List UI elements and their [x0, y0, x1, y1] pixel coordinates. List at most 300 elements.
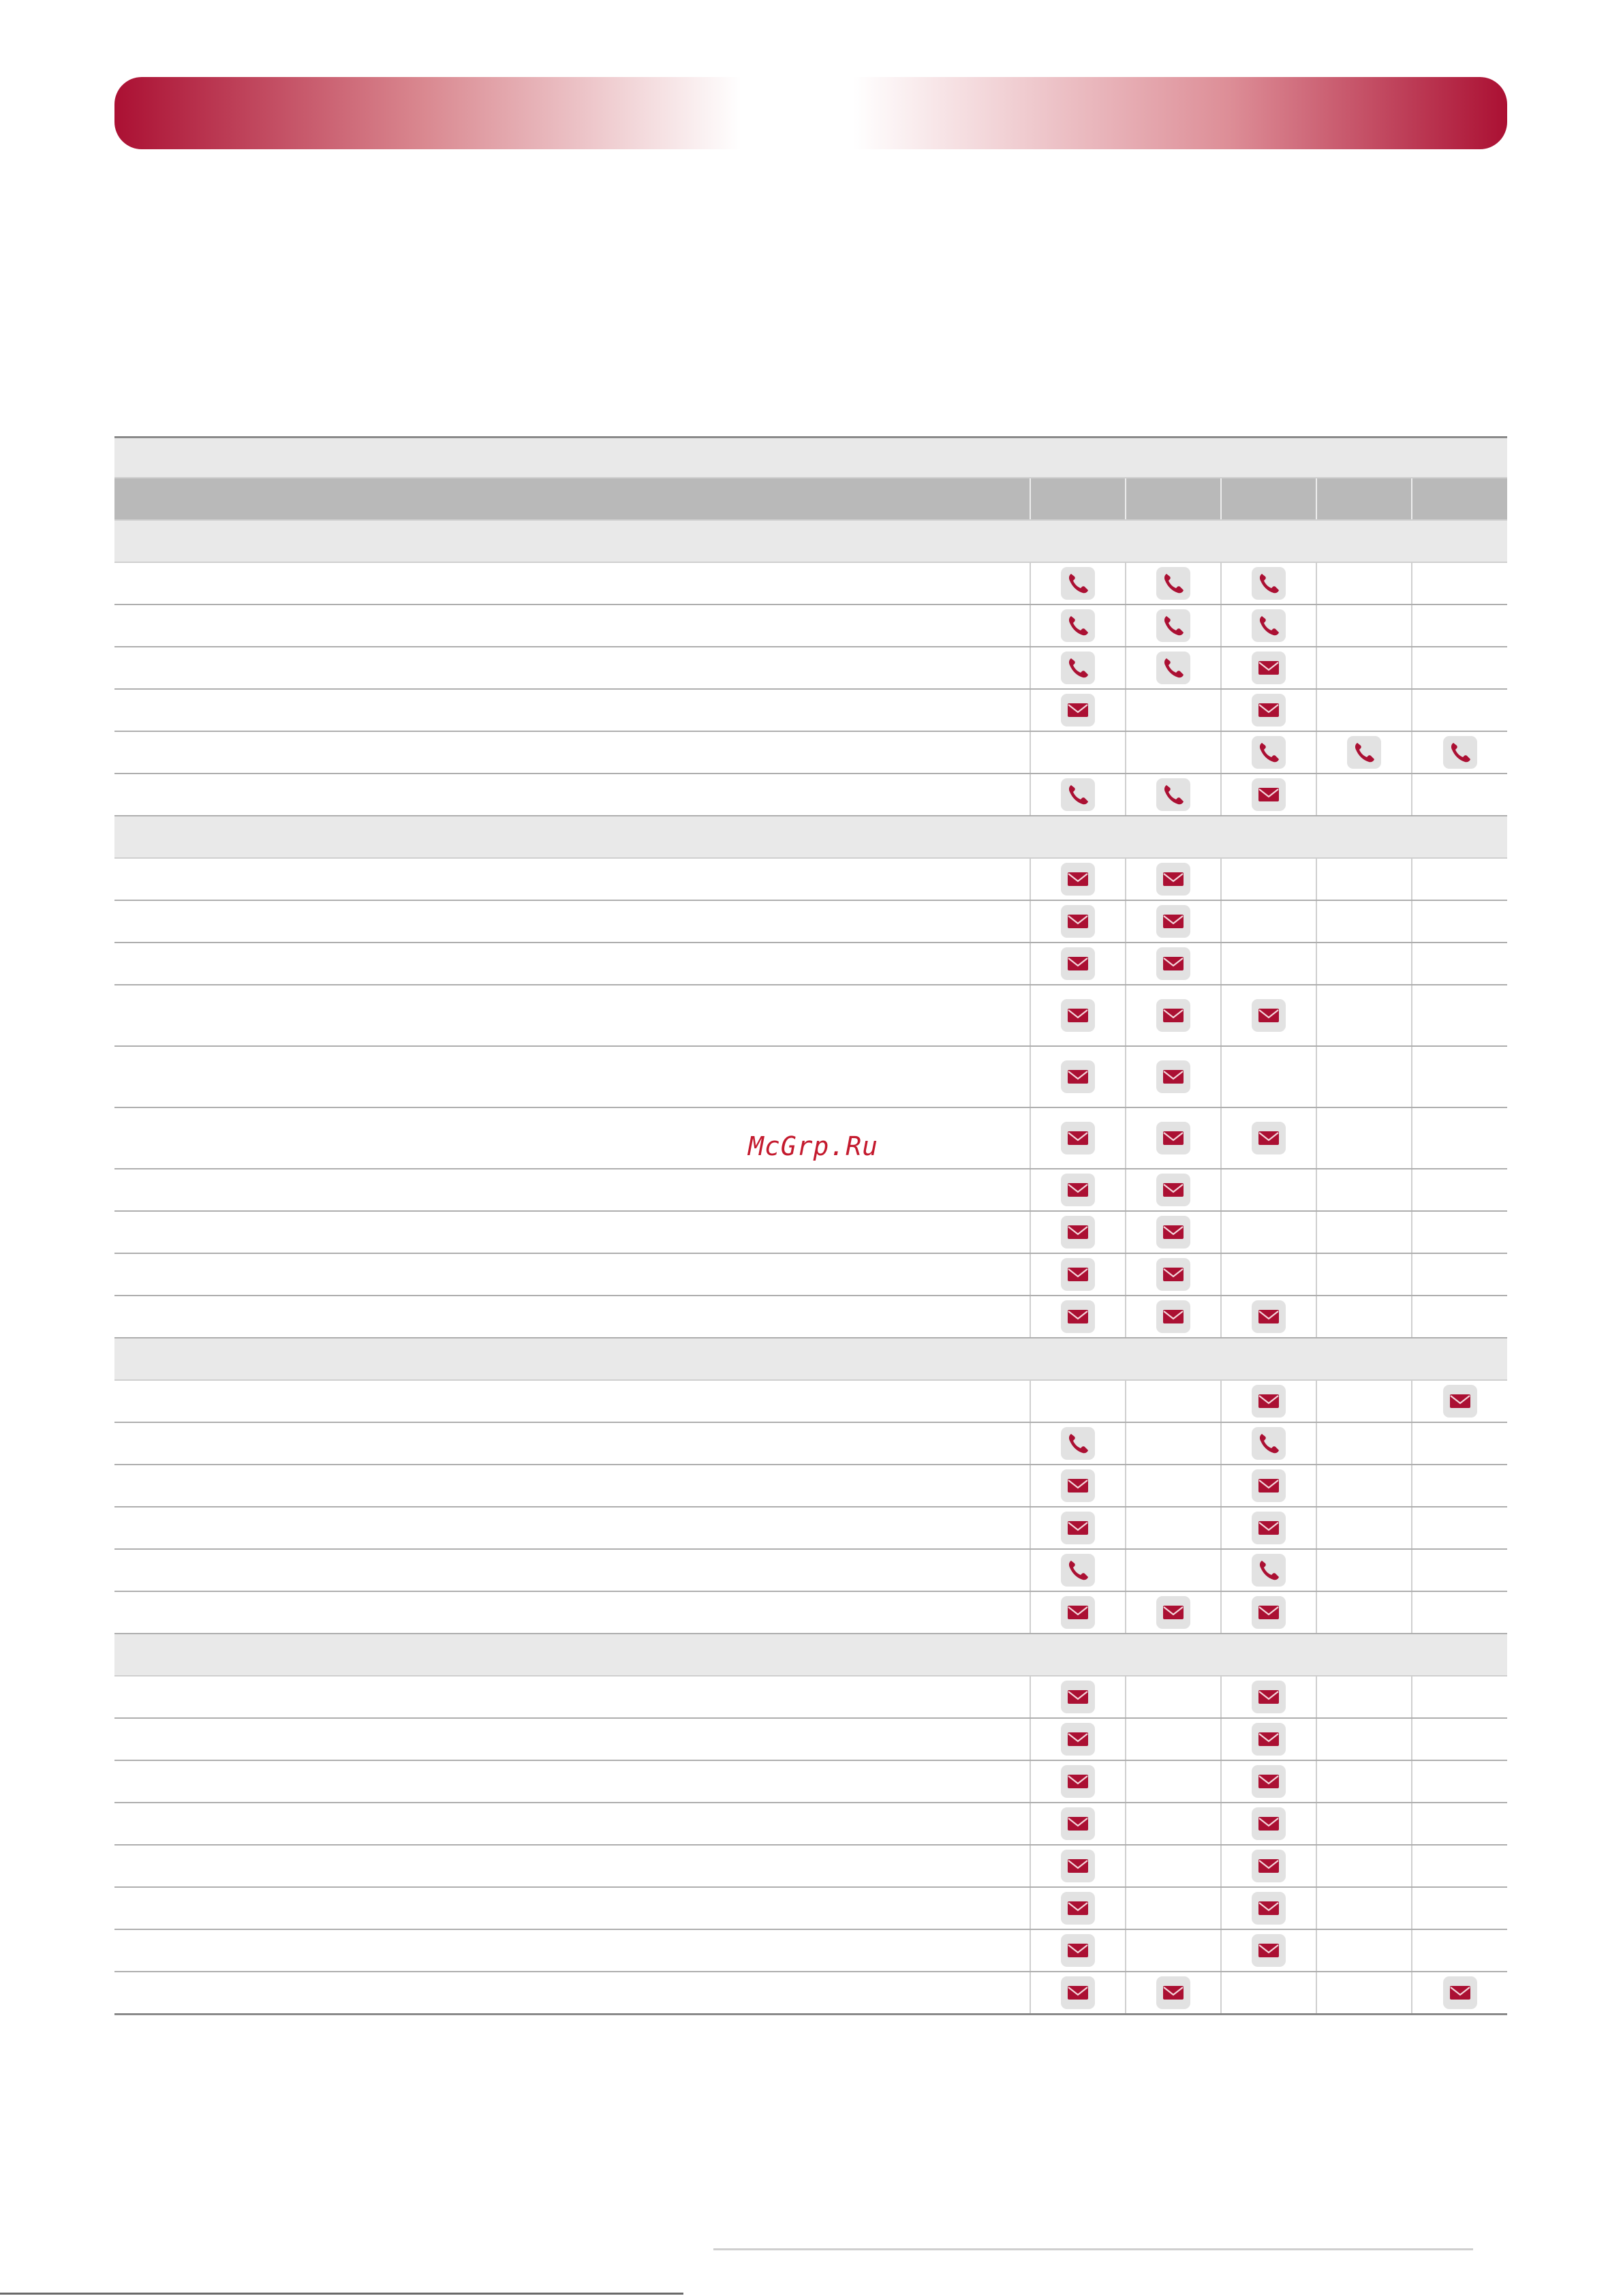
- mark-cell-col-1: [1030, 1422, 1126, 1465]
- mark-cell-col-2: [1126, 1211, 1221, 1253]
- mark-cell-col-5: [1412, 1972, 1507, 2015]
- mark-cell-col-5: [1412, 1676, 1507, 1718]
- envelope-icon: [1061, 1723, 1095, 1756]
- mark-cell-col-4: [1316, 1929, 1412, 1972]
- envelope-icon: [1156, 1216, 1190, 1249]
- section-header-row: [114, 520, 1507, 562]
- envelope-icon: [1252, 999, 1286, 1032]
- mark-cell-col-1: [1030, 647, 1126, 689]
- envelope-icon: [1156, 1300, 1190, 1333]
- row-label-cell: [114, 731, 1030, 774]
- mark-cell-col-1: [1030, 1760, 1126, 1803]
- mark-cell-col-5: [1412, 1422, 1507, 1465]
- mark-cell-col-4: [1316, 689, 1412, 731]
- mark-cell-col-1: [1030, 1591, 1126, 1634]
- envelope-icon: [1252, 1469, 1286, 1502]
- envelope-icon: [1156, 1122, 1190, 1154]
- mark-cell-col-3: [1221, 1929, 1316, 1972]
- mark-cell-col-3: [1221, 1296, 1316, 1338]
- mark-cell-col-5: [1412, 1296, 1507, 1338]
- mark-cell-col-3: [1221, 1046, 1316, 1107]
- mark-cell-col-5: [1412, 1211, 1507, 1253]
- service-table: [114, 436, 1507, 2015]
- mark-cell-col-5: [1412, 1507, 1507, 1549]
- envelope-icon: [1061, 863, 1095, 896]
- table-row: [114, 689, 1507, 731]
- mark-cell-col-2: [1126, 1676, 1221, 1718]
- mark-cell-col-2: [1126, 1046, 1221, 1107]
- phone-icon: [1252, 609, 1286, 642]
- mark-cell-col-1: [1030, 1169, 1126, 1211]
- table-row: [114, 1046, 1507, 1107]
- mark-cell-col-4: [1316, 985, 1412, 1046]
- mark-cell-col-2: [1126, 1107, 1221, 1169]
- envelope-icon: [1252, 1807, 1286, 1840]
- phone-icon: [1252, 567, 1286, 600]
- mark-cell-col-1: [1030, 1211, 1126, 1253]
- mark-cell-col-3: [1221, 1107, 1316, 1169]
- mark-cell-col-1: [1030, 1887, 1126, 1929]
- mark-cell-col-5: [1412, 1803, 1507, 1845]
- mark-cell-col-3: [1221, 774, 1316, 816]
- row-label-cell: [114, 1253, 1030, 1296]
- mark-cell-col-1: [1030, 1549, 1126, 1591]
- row-label-cell: [114, 1676, 1030, 1718]
- mark-cell-col-3: [1221, 900, 1316, 943]
- column-header-row: [114, 478, 1507, 520]
- mark-cell-col-3: [1221, 1803, 1316, 1845]
- envelope-icon: [1156, 905, 1190, 938]
- phone-icon: [1061, 567, 1095, 600]
- row-label-cell: [114, 689, 1030, 731]
- phone-icon: [1252, 736, 1286, 769]
- mark-cell-col-2: [1126, 858, 1221, 900]
- mark-cell-col-2: [1126, 1929, 1221, 1972]
- table-row: [114, 774, 1507, 816]
- row-label-cell: [114, 1211, 1030, 1253]
- row-label-cell: [114, 1169, 1030, 1211]
- mark-cell-col-5: [1412, 774, 1507, 816]
- mark-cell-col-4: [1316, 900, 1412, 943]
- mark-cell-col-5: [1412, 562, 1507, 604]
- row-label-cell: [114, 1591, 1030, 1634]
- envelope-icon: [1252, 1934, 1286, 1967]
- mark-cell-col-3: [1221, 1760, 1316, 1803]
- mark-cell-col-3: [1221, 731, 1316, 774]
- table-row: [114, 604, 1507, 647]
- mark-cell-col-2: [1126, 1422, 1221, 1465]
- row-label-cell: [114, 1549, 1030, 1591]
- mark-cell-col-2: [1126, 1465, 1221, 1507]
- phone-icon: [1061, 1554, 1095, 1587]
- mark-cell-col-4: [1316, 1507, 1412, 1549]
- table-row: [114, 1845, 1507, 1887]
- watermark: McGrp.Ru: [748, 1131, 879, 1161]
- row-label-cell: [114, 1972, 1030, 2015]
- envelope-icon: [1252, 1723, 1286, 1756]
- mark-cell-col-2: [1126, 1803, 1221, 1845]
- mark-cell-col-5: [1412, 1046, 1507, 1107]
- mark-cell-col-3: [1221, 985, 1316, 1046]
- mark-cell-col-3: [1221, 1718, 1316, 1760]
- table-row: [114, 985, 1507, 1046]
- mark-cell-col-2: [1126, 774, 1221, 816]
- mark-cell-col-5: [1412, 689, 1507, 731]
- mark-cell-col-5: [1412, 858, 1507, 900]
- envelope-icon: [1061, 947, 1095, 980]
- envelope-icon: [1061, 1512, 1095, 1544]
- mark-cell-col-1: [1030, 1296, 1126, 1338]
- mark-cell-col-4: [1316, 1465, 1412, 1507]
- mark-cell-col-4: [1316, 1676, 1412, 1718]
- mark-cell-col-1: [1030, 774, 1126, 816]
- mark-cell-col-3: [1221, 858, 1316, 900]
- mark-cell-col-2: [1126, 1507, 1221, 1549]
- mark-cell-col-3: [1221, 1676, 1316, 1718]
- envelope-icon: [1061, 1681, 1095, 1713]
- row-label-cell: [114, 985, 1030, 1046]
- mark-cell-col-3: [1221, 1253, 1316, 1296]
- section-header-cell: [114, 816, 1507, 858]
- mark-cell-col-1: [1030, 1380, 1126, 1422]
- envelope-icon: [1252, 652, 1286, 684]
- mark-cell-col-4: [1316, 943, 1412, 985]
- envelope-icon: [1156, 1060, 1190, 1093]
- mark-cell-col-3: [1221, 1972, 1316, 2015]
- mark-cell-col-1: [1030, 1803, 1126, 1845]
- envelope-icon: [1156, 947, 1190, 980]
- mark-cell-col-2: [1126, 985, 1221, 1046]
- phone-icon: [1156, 652, 1190, 684]
- phone-icon: [1156, 778, 1190, 811]
- table-row: [114, 647, 1507, 689]
- mark-cell-col-5: [1412, 1549, 1507, 1591]
- mark-cell-col-2: [1126, 1591, 1221, 1634]
- mark-cell-col-4: [1316, 1718, 1412, 1760]
- mark-cell-col-2: [1126, 943, 1221, 985]
- mark-cell-col-1: [1030, 943, 1126, 985]
- column-header-5: [1412, 478, 1507, 520]
- mark-cell-col-4: [1316, 1211, 1412, 1253]
- mark-cell-col-1: [1030, 562, 1126, 604]
- table-row: [114, 1591, 1507, 1634]
- mark-cell-col-3: [1221, 647, 1316, 689]
- row-label-cell: [114, 647, 1030, 689]
- phone-icon: [1061, 652, 1095, 684]
- envelope-icon: [1252, 1681, 1286, 1713]
- mark-cell-col-1: [1030, 1718, 1126, 1760]
- phone-icon: [1156, 609, 1190, 642]
- envelope-icon: [1252, 1512, 1286, 1544]
- mark-cell-col-4: [1316, 1253, 1412, 1296]
- envelope-icon: [1061, 1174, 1095, 1206]
- mark-cell-col-4: [1316, 1296, 1412, 1338]
- mark-cell-col-2: [1126, 1972, 1221, 2015]
- mark-cell-col-4: [1316, 1422, 1412, 1465]
- section-header-cell: [114, 1634, 1507, 1676]
- envelope-icon: [1252, 1765, 1286, 1798]
- row-label-cell: [114, 1887, 1030, 1929]
- row-label-cell: [114, 1107, 1030, 1169]
- mark-cell-col-1: [1030, 900, 1126, 943]
- mark-cell-col-2: [1126, 1760, 1221, 1803]
- row-label-cell: [114, 1718, 1030, 1760]
- envelope-icon: [1061, 694, 1095, 726]
- mark-cell-col-2: [1126, 1169, 1221, 1211]
- mark-cell-col-1: [1030, 985, 1126, 1046]
- mark-cell-col-1: [1030, 1507, 1126, 1549]
- table-row: [114, 731, 1507, 774]
- mark-cell-col-5: [1412, 604, 1507, 647]
- table-row: [114, 1107, 1507, 1169]
- envelope-icon: [1061, 1258, 1095, 1291]
- envelope-icon: [1061, 999, 1095, 1032]
- envelope-icon: [1061, 905, 1095, 938]
- table-row: [114, 1296, 1507, 1338]
- row-label-cell: [114, 858, 1030, 900]
- row-label-cell: [114, 1046, 1030, 1107]
- row-label-cell: [114, 1465, 1030, 1507]
- envelope-icon: [1156, 1174, 1190, 1206]
- mark-cell-col-4: [1316, 858, 1412, 900]
- mark-cell-col-5: [1412, 647, 1507, 689]
- table-title-row: [114, 438, 1507, 478]
- mark-cell-col-1: [1030, 858, 1126, 900]
- mark-cell-col-5: [1412, 1845, 1507, 1887]
- mark-cell-col-5: [1412, 1169, 1507, 1211]
- envelope-icon: [1061, 1765, 1095, 1798]
- envelope-icon: [1156, 1596, 1190, 1629]
- mark-cell-col-4: [1316, 731, 1412, 774]
- mark-cell-col-2: [1126, 1380, 1221, 1422]
- mark-cell-col-5: [1412, 900, 1507, 943]
- table-row: [114, 943, 1507, 985]
- mark-cell-col-4: [1316, 1046, 1412, 1107]
- phone-icon: [1156, 567, 1190, 600]
- mark-cell-col-4: [1316, 1169, 1412, 1211]
- table-row: [114, 1465, 1507, 1507]
- envelope-icon: [1252, 1596, 1286, 1629]
- mark-cell-col-2: [1126, 731, 1221, 774]
- table-row: [114, 1718, 1507, 1760]
- mark-cell-col-4: [1316, 562, 1412, 604]
- table-row: [114, 1549, 1507, 1591]
- table-row: [114, 1422, 1507, 1465]
- mark-cell-col-3: [1221, 1465, 1316, 1507]
- mark-cell-col-4: [1316, 1845, 1412, 1887]
- row-label-cell: [114, 774, 1030, 816]
- mark-cell-col-1: [1030, 1107, 1126, 1169]
- footer-divider: [713, 2248, 1473, 2250]
- mark-cell-col-5: [1412, 1887, 1507, 1929]
- table-row: [114, 1887, 1507, 1929]
- envelope-icon: [1061, 1060, 1095, 1093]
- column-header-1: [1030, 478, 1126, 520]
- mark-cell-col-2: [1126, 1549, 1221, 1591]
- mark-cell-col-5: [1412, 1253, 1507, 1296]
- mark-cell-col-1: [1030, 1676, 1126, 1718]
- mark-cell-col-4: [1316, 647, 1412, 689]
- envelope-icon: [1061, 1122, 1095, 1154]
- column-header-2: [1126, 478, 1221, 520]
- mark-cell-col-3: [1221, 1591, 1316, 1634]
- row-label-cell: [114, 562, 1030, 604]
- section-header-row: [114, 1634, 1507, 1676]
- envelope-icon: [1061, 1469, 1095, 1502]
- row-label-cell: [114, 1929, 1030, 1972]
- mark-cell-col-1: [1030, 731, 1126, 774]
- table-row: [114, 562, 1507, 604]
- table-row: [114, 1253, 1507, 1296]
- mark-cell-col-5: [1412, 1380, 1507, 1422]
- envelope-icon: [1156, 1258, 1190, 1291]
- mark-cell-col-5: [1412, 1107, 1507, 1169]
- mark-cell-col-3: [1221, 1211, 1316, 1253]
- mark-cell-col-5: [1412, 1591, 1507, 1634]
- mark-cell-col-4: [1316, 1549, 1412, 1591]
- section-header-cell: [114, 1338, 1507, 1380]
- envelope-icon: [1252, 1300, 1286, 1333]
- table-row: [114, 1972, 1507, 2015]
- phone-icon: [1252, 1427, 1286, 1460]
- envelope-icon: [1061, 1596, 1095, 1629]
- column-header-label: [114, 478, 1030, 520]
- envelope-icon: [1252, 1122, 1286, 1154]
- table-row: [114, 1507, 1507, 1549]
- section-header-row: [114, 816, 1507, 858]
- table-row: [114, 1211, 1507, 1253]
- mark-cell-col-2: [1126, 1887, 1221, 1929]
- mark-cell-col-5: [1412, 943, 1507, 985]
- mark-cell-col-3: [1221, 1380, 1316, 1422]
- envelope-icon: [1061, 1850, 1095, 1882]
- envelope-icon: [1252, 1850, 1286, 1882]
- mark-cell-col-5: [1412, 1465, 1507, 1507]
- envelope-icon: [1061, 1934, 1095, 1967]
- mark-cell-col-2: [1126, 1718, 1221, 1760]
- phone-icon: [1061, 1427, 1095, 1460]
- envelope-icon: [1443, 1976, 1477, 2009]
- mark-cell-col-4: [1316, 1107, 1412, 1169]
- mark-cell-col-5: [1412, 1760, 1507, 1803]
- mark-cell-col-2: [1126, 1845, 1221, 1887]
- phone-icon: [1061, 778, 1095, 811]
- phone-icon: [1347, 736, 1381, 769]
- table-row: [114, 900, 1507, 943]
- mark-cell-col-5: [1412, 985, 1507, 1046]
- service-table-body: [114, 438, 1507, 2015]
- mark-cell-col-1: [1030, 1929, 1126, 1972]
- mark-cell-col-3: [1221, 943, 1316, 985]
- mark-cell-col-2: [1126, 689, 1221, 731]
- row-label-cell: [114, 943, 1030, 985]
- mark-cell-col-4: [1316, 1591, 1412, 1634]
- mark-cell-col-4: [1316, 1803, 1412, 1845]
- envelope-icon: [1061, 1216, 1095, 1249]
- mark-cell-col-1: [1030, 1046, 1126, 1107]
- mark-cell-col-3: [1221, 1887, 1316, 1929]
- column-header-3: [1221, 478, 1316, 520]
- mark-cell-col-1: [1030, 1465, 1126, 1507]
- mark-cell-col-2: [1126, 647, 1221, 689]
- mark-cell-col-3: [1221, 562, 1316, 604]
- mark-cell-col-1: [1030, 604, 1126, 647]
- mark-cell-col-3: [1221, 604, 1316, 647]
- table-row: [114, 1169, 1507, 1211]
- row-label-cell: [114, 1507, 1030, 1549]
- row-label-cell: [114, 900, 1030, 943]
- row-label-cell: [114, 1760, 1030, 1803]
- mark-cell-col-4: [1316, 1380, 1412, 1422]
- mark-cell-col-2: [1126, 562, 1221, 604]
- mark-cell-col-5: [1412, 731, 1507, 774]
- row-label-cell: [114, 1296, 1030, 1338]
- section-header-row: [114, 1338, 1507, 1380]
- column-header-4: [1316, 478, 1412, 520]
- table-row: [114, 1760, 1507, 1803]
- footer-rule: [0, 2293, 683, 2295]
- envelope-icon: [1156, 1976, 1190, 2009]
- mark-cell-col-2: [1126, 604, 1221, 647]
- phone-icon: [1061, 609, 1095, 642]
- envelope-icon: [1252, 1892, 1286, 1925]
- envelope-icon: [1061, 1300, 1095, 1333]
- mark-cell-col-2: [1126, 1253, 1221, 1296]
- table-row: [114, 1803, 1507, 1845]
- table-row: [114, 1380, 1507, 1422]
- mark-cell-col-1: [1030, 689, 1126, 731]
- envelope-icon: [1156, 863, 1190, 896]
- mark-cell-col-3: [1221, 689, 1316, 731]
- mark-cell-col-4: [1316, 774, 1412, 816]
- row-label-cell: [114, 1845, 1030, 1887]
- section-header-cell: [114, 520, 1507, 562]
- mark-cell-col-1: [1030, 1972, 1126, 2015]
- row-label-cell: [114, 1803, 1030, 1845]
- mark-cell-col-3: [1221, 1549, 1316, 1591]
- mark-cell-col-4: [1316, 1887, 1412, 1929]
- table-row: [114, 1929, 1507, 1972]
- envelope-icon: [1156, 999, 1190, 1032]
- table-title-cell: [114, 438, 1507, 478]
- mark-cell-col-5: [1412, 1718, 1507, 1760]
- envelope-icon: [1061, 1892, 1095, 1925]
- mark-cell-col-3: [1221, 1845, 1316, 1887]
- row-label-cell: [114, 604, 1030, 647]
- mark-cell-col-3: [1221, 1169, 1316, 1211]
- mark-cell-col-1: [1030, 1845, 1126, 1887]
- envelope-icon: [1061, 1976, 1095, 2009]
- table-row: [114, 1676, 1507, 1718]
- envelope-icon: [1061, 1807, 1095, 1840]
- mark-cell-col-2: [1126, 900, 1221, 943]
- mark-cell-col-4: [1316, 604, 1412, 647]
- mark-cell-col-2: [1126, 1296, 1221, 1338]
- row-label-cell: [114, 1422, 1030, 1465]
- mark-cell-col-5: [1412, 1929, 1507, 1972]
- mark-cell-col-3: [1221, 1507, 1316, 1549]
- phone-icon: [1252, 1554, 1286, 1587]
- envelope-icon: [1443, 1385, 1477, 1418]
- header-banner: [114, 77, 1507, 149]
- envelope-icon: [1252, 778, 1286, 811]
- mark-cell-col-1: [1030, 1253, 1126, 1296]
- mark-cell-col-4: [1316, 1972, 1412, 2015]
- envelope-icon: [1252, 694, 1286, 726]
- mark-cell-col-4: [1316, 1760, 1412, 1803]
- phone-icon: [1443, 736, 1477, 769]
- row-label-cell: [114, 1380, 1030, 1422]
